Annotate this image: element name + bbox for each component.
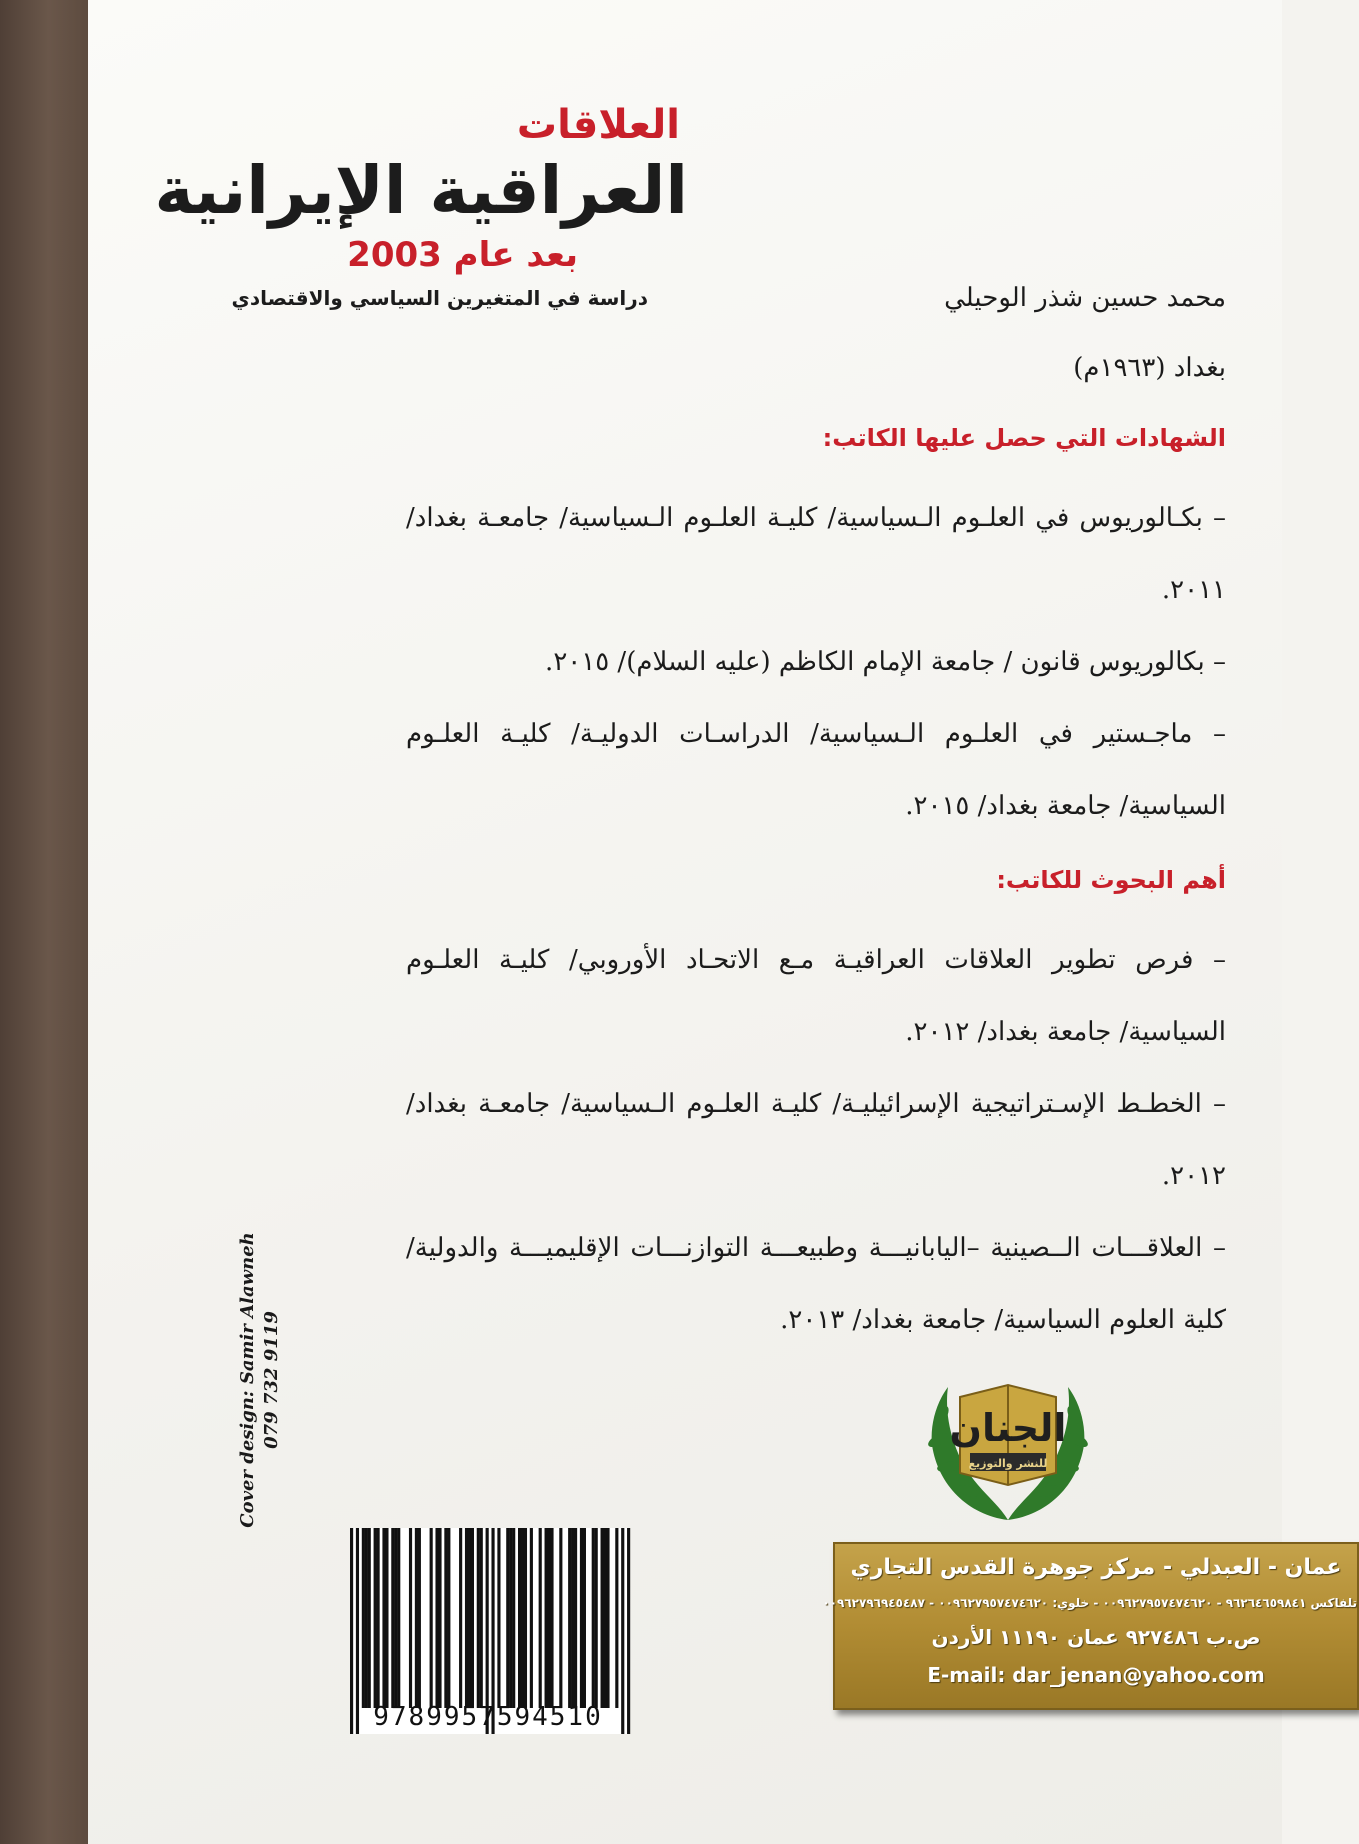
barcode-bar <box>559 1528 562 1708</box>
barcode-bar <box>444 1528 447 1708</box>
barcode-bar <box>606 1528 609 1708</box>
barcode-bar <box>509 1528 512 1708</box>
barcode-bar <box>391 1528 394 1708</box>
barcode-bar <box>512 1528 515 1708</box>
barcode-bar <box>574 1528 577 1708</box>
barcode-bar <box>615 1528 618 1708</box>
barcode-bar <box>374 1528 377 1708</box>
barcode-bar <box>545 1528 548 1708</box>
barcode-bar <box>385 1528 388 1708</box>
barcode-bar <box>480 1528 483 1708</box>
barcode-bar <box>415 1528 418 1708</box>
barcode-bar <box>465 1528 468 1708</box>
barcode-bar <box>459 1528 462 1708</box>
barcode-bar <box>394 1528 397 1708</box>
barcode-bar <box>568 1528 571 1708</box>
isbn-number: 9789957594510 <box>373 1702 603 1732</box>
barcode-bar <box>603 1528 606 1708</box>
barcode-bar <box>365 1528 368 1708</box>
designer-name: Cover design: Samir Alawneh <box>237 1232 258 1528</box>
designer-phone: 079 732 9119 <box>261 1311 282 1449</box>
barcode-bar <box>595 1528 598 1708</box>
author-birth: بغداد (١٩٦٣م) <box>1073 353 1226 383</box>
title-year: بعد عام 2003 <box>347 235 578 275</box>
research-item: – العلاقـــات الــصينية –اليابانيـــة وطبيعـــة التوازنـــات الإقليميـــة والدولية/ كلية العلوم السياسية/ جامعة بغداد/ ٢٠١٣. <box>406 1233 1226 1335</box>
barcode-bar <box>571 1528 574 1708</box>
author-bio <box>406 278 1226 1356</box>
barcode-bar <box>382 1528 385 1708</box>
barcode-bar <box>430 1528 433 1708</box>
barcode-bar <box>447 1528 450 1708</box>
barcode-bar <box>377 1528 380 1708</box>
barcode-bar <box>547 1528 550 1708</box>
barcode-bar <box>397 1528 400 1708</box>
subtitle: دراسة في المتغيرين السياسي والاقتصادي <box>231 286 648 310</box>
degree-item: – بكالوريوس قانون / جامعة الإمام الكاظم (عليه السلام)/ ٢٠١٥. <box>545 647 1226 677</box>
barcode-bar <box>418 1528 421 1708</box>
barcode-bar <box>583 1528 586 1708</box>
barcode-bar <box>409 1528 412 1708</box>
cover-page <box>88 0 1357 1844</box>
title-main: العراقية الإيرانية <box>154 152 688 229</box>
author-name: محمد حسين شذر الوحيلي <box>944 283 1226 313</box>
barcode-bar <box>435 1528 438 1708</box>
barcode-bar <box>497 1528 500 1708</box>
barcode-bar <box>368 1528 371 1708</box>
barcode-bar <box>524 1528 527 1708</box>
research-heading: أهم البحوث للكاتب: <box>996 866 1226 894</box>
degree-item: – بكـالوريوس في العلـوم الـسياسية/ كليـة العلـوم الـسياسية/ جامعـة بغداد/ ٢٠١١. <box>406 503 1226 605</box>
barcode-bar <box>521 1528 524 1708</box>
logo-wordmark: الجنان <box>949 1406 1067 1450</box>
degree-item: – ماجـستير في العلـوم الـسياسية/ الدراسـات الدوليـة/ كليـة العلـوم السياسية/ جامعة بغداد/ ٢٠١٥. <box>406 719 1226 821</box>
barcode-bar <box>518 1528 521 1708</box>
barcode-bar <box>592 1528 595 1708</box>
barcode-bar <box>580 1528 583 1708</box>
research-item: – فرص تطوير العلاقات العراقيـة مـع الاتحـاد الأوروبي/ كليـة العلـوم السياسية/ جامعة بغداد/ ٢٠١٢. <box>406 945 1226 1047</box>
barcode-bar <box>550 1528 553 1708</box>
barcode-bar <box>539 1528 542 1708</box>
title-line-1: العلاقات <box>516 102 680 148</box>
publisher-info-box <box>822 1542 1359 1710</box>
barcode-bar <box>530 1528 533 1708</box>
barcode-bar <box>468 1528 471 1708</box>
barcode-bar <box>471 1528 474 1708</box>
barcode-bar <box>506 1528 509 1708</box>
publisher-logo <box>908 1355 1108 1525</box>
publisher-address: عمان - العبدلي - مركز جوهرة القدس التجاري <box>850 1555 1342 1580</box>
barcode-bar <box>601 1528 604 1708</box>
publisher-phones: تلفاكس ٩٦٢٦٤٦٥٩٨٤١ - ٠٠٩٦٢٧٩٥٧٤٧٤٦٢٠ - خلوي: ٠٠٩٦٢٧٩٥٧٤٧٤٦٢٠ - ٠٠٩٦٢٧٩٦٩٤٥٤٨٧ <box>822 1596 1357 1610</box>
logo-subtext: للنشر والتوزيع <box>968 1457 1048 1470</box>
barcode-bar <box>362 1528 365 1708</box>
research-item: – الخطـط الإسـتراتيجية الإسرائيليـة/ كليـة العلـوم الـسياسية/ جامعـة بغداد/ ٢٠١٢. <box>406 1089 1226 1191</box>
book-spine <box>0 0 88 1844</box>
publisher-po-box: ص.ب ٩٢٧٤٨٦ عمان ١١١٩٠ الأردن <box>931 1625 1261 1649</box>
publisher-email: E-mail: dar_jenan@yahoo.com <box>927 1663 1265 1687</box>
barcode-bar <box>438 1528 441 1708</box>
barcode-bar <box>477 1528 480 1708</box>
degrees-heading: الشهادات التي حصل عليها الكاتب: <box>822 424 1226 452</box>
